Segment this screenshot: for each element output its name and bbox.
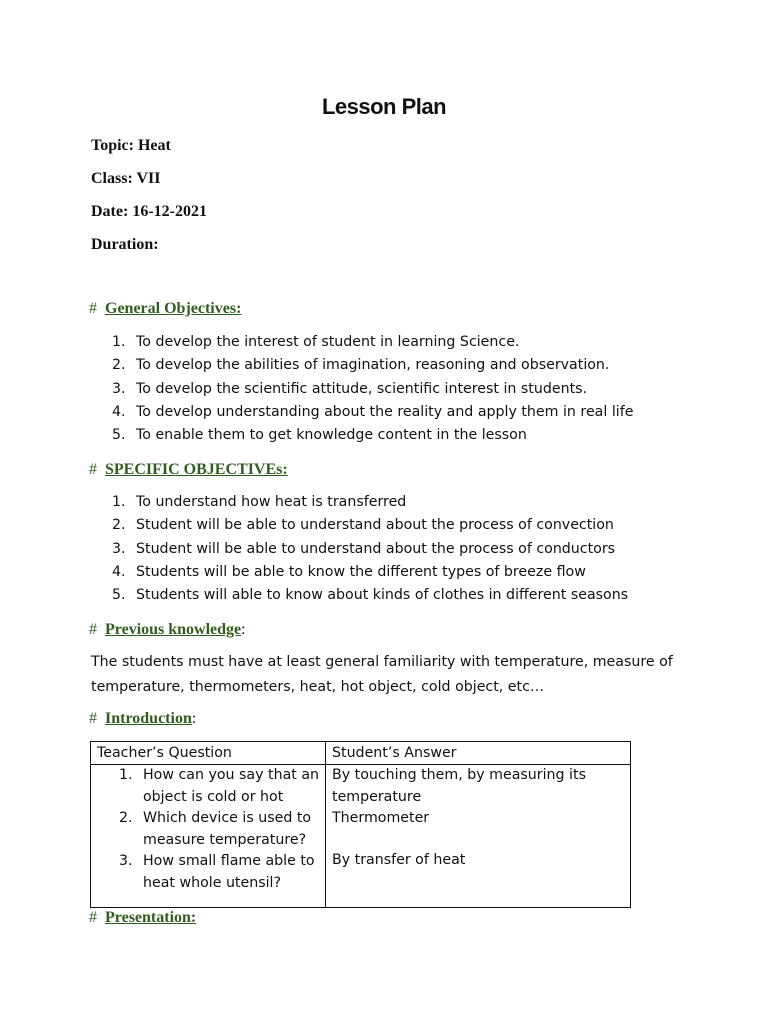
student-answer-header: Student’s Answer	[326, 742, 631, 765]
list-item: 2. Student will be able to understand about the process of convection	[112, 517, 614, 534]
table-row	[91, 765, 631, 908]
hash-mark: #	[89, 909, 97, 926]
list-item: 3. Student will be able to understand about the process of conductors	[112, 540, 616, 557]
hash-mark: #	[89, 710, 97, 727]
hash-mark: #	[89, 300, 97, 317]
list-item: 5. Students will able to know about kinds of clothes in different seasons	[112, 587, 629, 604]
hash-mark: #	[89, 461, 97, 478]
teacher-question-header: Teacher’s Question	[91, 742, 326, 765]
list-item: 5. To enable them to get knowledge content in the lesson	[112, 427, 527, 444]
list-item: 4. Students will be able to know the different types of breeze flow	[112, 563, 586, 580]
list-item: 1. To develop the interest of student in learning Science.	[112, 334, 520, 350]
general-objectives-list	[112, 331, 633, 447]
introduction-table	[90, 741, 631, 908]
page-title: Lesson Plan	[321, 94, 447, 119]
date-line: Date: 16-12-2021	[91, 203, 207, 220]
question-list	[91, 765, 325, 894]
table-header-row	[91, 742, 631, 765]
specific-objectives-title: SPECIFIC OBJECTIVEs:	[105, 461, 288, 478]
list-item: 4. To develop understanding about the reality and apply them in real life	[112, 403, 634, 420]
class-line: Class: VII	[91, 170, 161, 187]
previous-knowledge-title: Previous knowledge	[105, 621, 242, 638]
previous-knowledge-heading: # Previous knowledge:	[89, 621, 246, 638]
list-item: 2. Which device is used to measure temperature?	[119, 810, 312, 848]
list-item: 3. To develop the scientific attitude, scientific interest in students.	[112, 380, 588, 397]
specific-objectives-heading	[89, 461, 288, 479]
introduction-heading: # Introduction:	[89, 710, 197, 727]
list-item: 1. How can you say that an object is cold or hot	[119, 767, 320, 805]
previous-knowledge-text: The students must have at least general familiarity with temperature, measure of temperature, thermometers, heat, hot object, cold object, etc…	[91, 654, 673, 695]
list-item: 3. How small flame able to heat whole utensil?	[119, 853, 315, 891]
duration-line: Duration:	[91, 236, 159, 253]
specific-objectives-list	[112, 491, 628, 607]
presentation-heading	[89, 909, 196, 927]
answer-3: By transfer of heat	[332, 851, 466, 868]
hash-mark: #	[89, 621, 97, 638]
introduction-title: Introduction	[105, 710, 192, 727]
answer-1: By touching them, by measuring its temperature	[332, 767, 586, 805]
general-objectives-title: General Objectives:	[105, 300, 242, 317]
general-objectives-heading	[89, 300, 241, 318]
answer-2: Thermometer	[332, 810, 430, 826]
presentation-title: Presentation:	[105, 909, 197, 926]
questions-cell	[91, 765, 326, 908]
list-item: 2. To develop the abilities of imagination, reasoning and observation.	[112, 357, 610, 374]
list-item: 1. To understand how heat is transferred	[112, 494, 407, 510]
topic-line: Topic: Heat	[91, 137, 171, 154]
answers-cell	[326, 765, 631, 908]
